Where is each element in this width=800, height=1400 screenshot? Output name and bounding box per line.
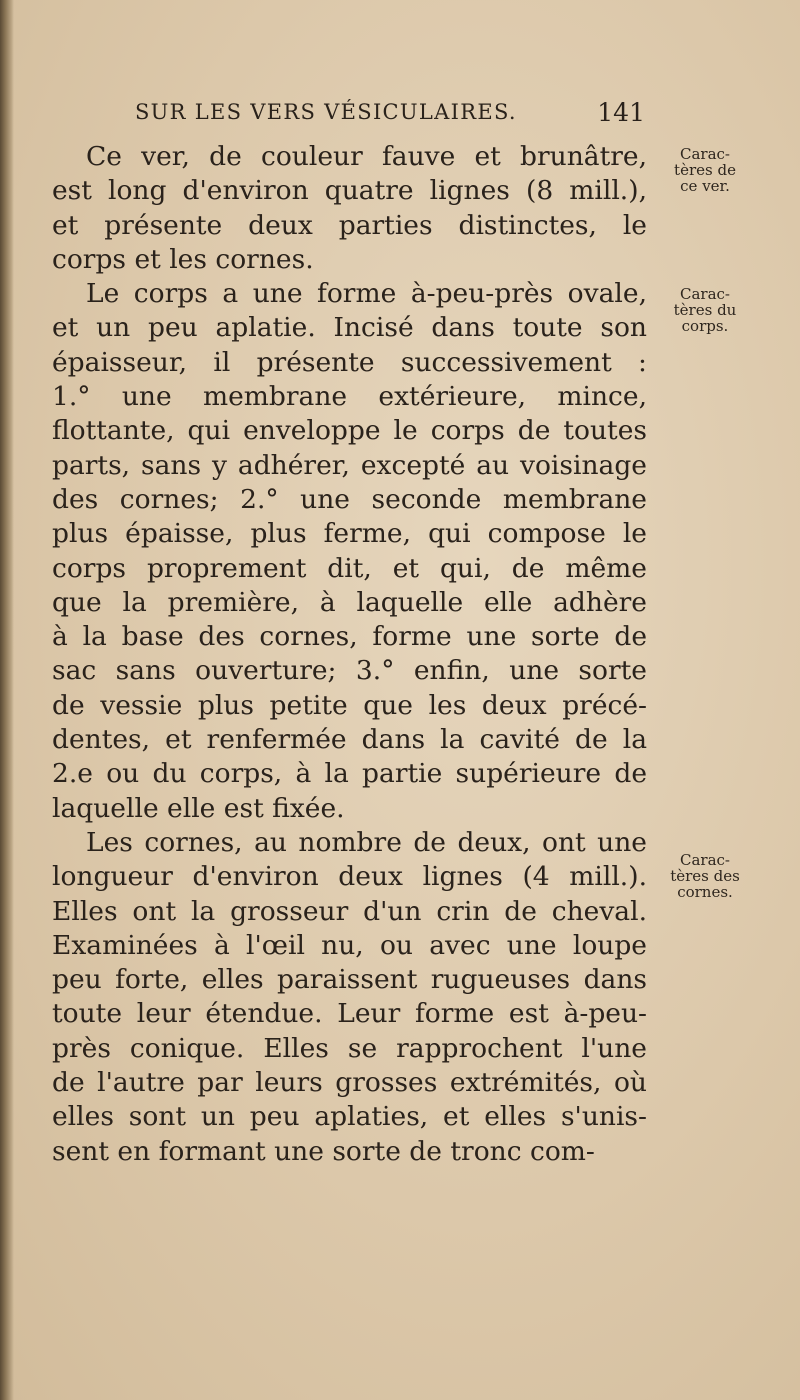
- margin-note-line: tères des: [670, 867, 740, 885]
- text-line: peu forte, elles paraissent rugueuses dans: [52, 964, 647, 996]
- text-line: elles sont un peu aplaties, et elles s'unis-: [52, 1101, 647, 1133]
- text-line: que la première, à laquelle elle adhère: [52, 586, 647, 618]
- margin-note-line: Carac-: [679, 851, 730, 869]
- margin-note-ver: [660, 146, 750, 194]
- text-line: sent en formant une sorte de tronc com-: [52, 1135, 595, 1167]
- text-line: et présente deux parties distinctes, le: [52, 209, 647, 241]
- text-line: près conique. Elles se rapprochent l'une: [52, 1032, 647, 1064]
- text-line: à la base des cornes, forme une sorte de: [52, 621, 647, 653]
- margin-note-line: Carac-: [679, 285, 730, 303]
- margin-note-line: Carac-: [679, 145, 730, 163]
- margin-note-line: tères de: [674, 161, 736, 179]
- running-header: [135, 100, 645, 134]
- text-line: de l'autre par leurs grosses extrémités, où: [52, 1067, 647, 1099]
- text-line: est long d'environ quatre lignes (8 mill.),: [52, 175, 647, 207]
- text-line: des cornes; 2.° une seconde membrane: [52, 483, 647, 515]
- text-line: corps proprement dit, et qui, de même: [52, 552, 647, 584]
- text-line: 1.° une membrane extérieure, mince,: [52, 381, 647, 413]
- margin-note-line: corps.: [681, 317, 729, 335]
- text-line: et un peu aplatie. Incisé dans toute son: [52, 312, 647, 344]
- margin-note-line: ce ver.: [680, 177, 730, 195]
- margin-note-cornes: [660, 852, 750, 900]
- text-line: toute leur étendue. Leur forme est à-peu-: [52, 998, 647, 1030]
- text-line: laquelle elle est fixée.: [52, 792, 345, 824]
- page-number: 141: [597, 98, 645, 127]
- running-title: SUR LES VERS VÉSICULAIRES.: [135, 100, 517, 124]
- margin-note-corps: [660, 286, 750, 334]
- main-text: [52, 140, 647, 1169]
- text-line: flottante, qui enveloppe le corps de toutes: [52, 415, 647, 447]
- text-line: Elles ont la grosseur d'un crin de cheval.: [52, 895, 647, 927]
- text-line: plus épaisse, plus ferme, qui compose le: [52, 518, 647, 550]
- margin-note-line: cornes.: [677, 883, 733, 901]
- text-line: dentes, et renfermée dans la cavité de la: [52, 724, 647, 756]
- text-line: Les cornes, au nombre de deux, ont une: [86, 826, 647, 858]
- text-line: Le corps a une forme à-peu-près ovale,: [86, 278, 647, 310]
- margin-note-line: tères du: [673, 301, 737, 319]
- text-line: 2.e ou du corps, à la partie supérieure de: [52, 758, 647, 790]
- text-line: longueur d'environ deux lignes (4 mill.).: [52, 861, 647, 893]
- text-line: de vessie plus petite que les deux précé-: [52, 689, 647, 721]
- text-line: Examinées à l'œil nu, ou avec une loupe: [52, 929, 647, 961]
- text-line: parts, sans y adhérer, excepté au voisinage: [52, 449, 647, 481]
- text-line: sac sans ouverture; 3.° enfin, une sorte: [52, 655, 647, 687]
- page-binding-edge: [0, 0, 14, 1400]
- text-line: épaisseur, il présente successivement :: [52, 346, 647, 378]
- text-line: corps et les cornes.: [52, 243, 314, 275]
- text-line: Ce ver, de couleur fauve et brunâtre,: [86, 141, 647, 172]
